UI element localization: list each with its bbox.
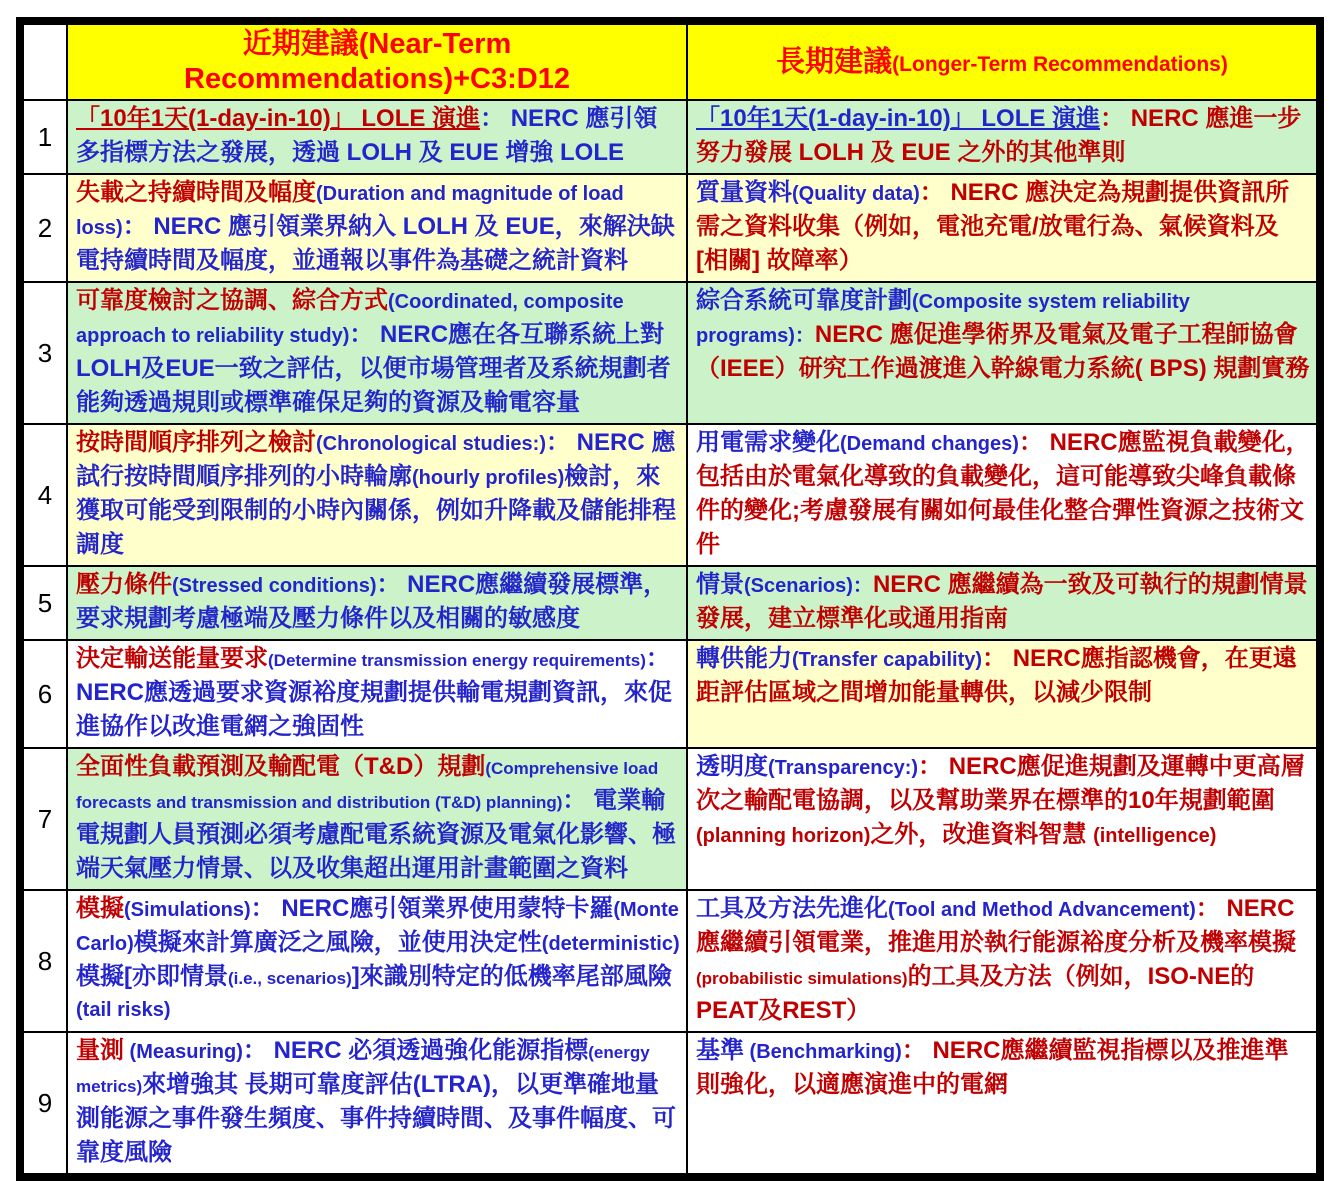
row-number: 4	[23, 424, 67, 566]
text-run: (Stressed conditions)	[172, 575, 377, 597]
text-run: (Duration and magnitude of load loss)	[76, 183, 624, 239]
text-run: (Chronological studies:)	[316, 433, 546, 455]
text-run: 失載之持續時間及幅度	[76, 179, 316, 206]
table-row	[23, 282, 1317, 424]
text-run: (deterministic)	[541, 933, 680, 955]
text-run: (tail risks)	[76, 999, 171, 1021]
text-run: ： NERC應繼續監視指標以及推進準則強化，以適應演進中的電網	[696, 1037, 1289, 1098]
longer-term-cell	[687, 890, 1317, 1032]
near-term-cell	[67, 424, 687, 566]
table-row	[23, 890, 1317, 1032]
text-run: (energy metrics)	[76, 1043, 650, 1096]
row-number: 6	[23, 640, 67, 748]
text-run: ： 電業輸電規劃人員預測必須考慮配電系統資源及電氣化影響、極端天氣壓力情景、以及收集超出運用計畫範圍之資料	[76, 787, 676, 882]
text-run: ： NERC 應決定為規劃提供資訊所需之資料收集（例如，電池充電/放電行為、氣候資料及 [相關] 故障率）	[696, 179, 1290, 274]
text-run: NERC 應繼續為一致及可執行的規劃情景發展，建立標準化或通用指南	[696, 571, 1308, 632]
text-run: 檢討，來獲取可能受到限制的小時內關係，例如升降載及儲能排程調度	[76, 463, 676, 558]
text-run: (Scenarios)：	[744, 575, 873, 597]
text-run: 模擬	[76, 895, 124, 922]
near-term-cell	[67, 1032, 687, 1174]
text-run: (Composite system reliability programs)：	[696, 291, 1190, 347]
text-run: 工具及方法先進化	[696, 895, 888, 922]
longer-term-cell	[687, 282, 1317, 424]
table-row	[23, 748, 1317, 890]
text-run: (Transparency:)	[768, 757, 919, 779]
text-run: ： NERC應在各互聯系統上對 LOLH及EUE一致之評估，以便市場管理者及系統規劃者能夠透過規則或標準確保足夠的資源及輸電容量	[76, 321, 671, 416]
table-row	[23, 174, 1317, 282]
row-number: 8	[23, 890, 67, 1032]
text-run: 決定輸送能量要求	[76, 645, 268, 672]
near-term-cell	[67, 100, 687, 174]
row-number: 9	[23, 1032, 67, 1174]
text-run: ： NERC應促進規劃及運轉中更高層次之輸配電協調，以及幫助業界在標準的10年規劃範圍	[696, 753, 1305, 814]
near-term-cell	[67, 890, 687, 1032]
text-run: 量測	[76, 1037, 124, 1064]
text-run: (hourly profiles)	[412, 467, 565, 489]
text-run: (Monte Carlo)	[76, 899, 679, 955]
near-term-header-line1: 近期建議(Near-Term	[242, 28, 512, 60]
text-run: (Measuring)	[124, 1041, 243, 1063]
near-term-cell	[67, 640, 687, 748]
text-run: (probabilistic simulations)	[696, 969, 908, 988]
text-run: (Quality data)	[792, 183, 920, 205]
text-run: ： NERC 應試行按時間順序排列的小時輪廓	[76, 429, 676, 490]
longer-term-cell	[687, 640, 1317, 748]
text-run: (Comprehensive load forecasts and transmission and distribution (T&D) planning)	[76, 759, 659, 812]
text-run: 壓力條件	[76, 571, 172, 598]
text-run: 可靠度檢討之協調、綜合方式	[76, 287, 388, 314]
text-run: 之外，改進資料智慧	[870, 821, 1094, 848]
longer-term-cell	[687, 174, 1317, 282]
text-run: ： NERC應指認機會，在更遠距評估區域之間增加能量轉供，以減少限制	[696, 645, 1297, 706]
text-run: ： NERC 應引領業界納入 LOLH 及 EUE，來解決缺電持續時間及幅度，並通報以事件為基礎之統計資料	[76, 213, 675, 274]
row-number: 1	[23, 100, 67, 174]
text-run: 按時間順序排列之檢討	[76, 429, 316, 456]
text-run: 情景	[696, 571, 744, 598]
longer-term-header-en: (Longer-Term Recommendations)	[892, 52, 1228, 76]
text-run: (Simulations)	[124, 899, 251, 921]
text-run: (Coordinated, composite approach to reliability study)	[76, 291, 624, 347]
text-run: ： NERC應繼續引領電業，推進用於執行能源裕度分析及機率模擬	[696, 895, 1296, 956]
text-run: (Transfer capability)	[792, 649, 983, 671]
text-run: (i.e., scenarios)	[228, 969, 352, 988]
text-run: (planning horizon)	[696, 825, 871, 847]
text-run: ： NERC應繼續發展標準，要求規劃考慮極端及壓力條件以及相關的敏感度	[76, 571, 668, 632]
text-run: (Tool and Method Advancement)	[888, 899, 1196, 921]
text-run: 質量資料	[696, 179, 792, 206]
table-row	[23, 640, 1317, 748]
row-number: 3	[23, 282, 67, 424]
table-row	[23, 566, 1317, 640]
table-row	[23, 100, 1317, 174]
text-run: (Demand changes)	[840, 433, 1019, 455]
text-run: ： NERC 必須透過強化能源指標	[242, 1037, 589, 1064]
recommendations-table	[16, 17, 1324, 1181]
text-run: 的工具及方法（例如，ISO-NE的PEAT及REST）	[696, 963, 1255, 1024]
longer-term-cell	[687, 1032, 1317, 1174]
text-run: ： NERC應監視負載變化，包括由於電氣化導致的負載變化，這可能導致尖峰負載條件的變化;考慮發展有關如何最佳化整合彈性資源之技術文件	[696, 429, 1310, 558]
text-run: ]來識別特定的低機率尾部風險	[351, 963, 672, 990]
text-run: 模擬來計算廣泛之風險，並使用決定性	[133, 929, 542, 956]
near-term-cell	[67, 748, 687, 890]
text-run: 模擬[亦即情景	[76, 963, 228, 990]
text-run: 「10年1天(1-day-in-10)」 LOLE 演進	[76, 105, 481, 132]
longer-term-header-zh: 長期建議	[776, 45, 893, 78]
near-term-header-line2: Recommendations)+C3:D12	[184, 63, 570, 95]
text-run: 透明度	[696, 753, 768, 780]
text-run: 用電需求變化	[696, 429, 840, 456]
text-run: 綜合系統可靠度計劃	[696, 287, 912, 314]
near-term-cell	[67, 282, 687, 424]
text-run: 基準	[696, 1037, 744, 1064]
table-row	[23, 424, 1317, 566]
text-run: (Benchmarking)	[744, 1041, 902, 1063]
text-run: 全面性負載預測及輸配電（T&D）規劃	[76, 753, 486, 780]
text-run: 轉供能力	[696, 645, 792, 672]
longer-term-cell	[687, 100, 1317, 174]
near-term-cell	[67, 566, 687, 640]
row-number: 5	[23, 566, 67, 640]
near-term-cell	[67, 174, 687, 282]
text-run: 來增強其 長期可靠度評估(LTRA)，以更準確地量測能源之事件發生頻度、事件持續時間、及事件幅度、可靠度風險	[76, 1071, 676, 1166]
corner-cell	[23, 24, 67, 100]
text-run: (intelligence)	[1093, 825, 1217, 847]
longer-term-cell	[687, 566, 1317, 640]
text-run: ： NERC 應進一步努力發展 LOLH 及 EUE 之外的其他準則	[696, 105, 1302, 166]
text-run: NERC 應促進學術界及電氣及電子工程師協會（IEEE）研究工作過渡進入幹線電力系統( BPS) 規劃實務	[696, 321, 1310, 382]
longer-term-header	[687, 24, 1317, 100]
table-row	[23, 1032, 1317, 1174]
text-run: ： NERC應透過要求資源裕度規劃提供輸電規劃資訊，來促進協作以改進電網之強固性	[76, 645, 673, 740]
text-run: ： NERC 應引領多指標方法之發展，透過 LOLH 及 EUE 增強 LOLE	[76, 105, 658, 166]
nerc-recommendations-table	[22, 23, 1318, 1175]
near-term-header	[67, 24, 687, 100]
text-run: (Determine transmission energy requirements)	[268, 651, 646, 670]
header-row	[23, 24, 1317, 100]
longer-term-cell	[687, 748, 1317, 890]
row-number: 7	[23, 748, 67, 890]
row-number: 2	[23, 174, 67, 282]
text-run: 「10年1天(1-day-in-10)」 LOLE 演進	[696, 105, 1101, 132]
longer-term-cell	[687, 424, 1317, 566]
text-run: ： NERC應引領業界使用蒙特卡羅	[250, 895, 614, 922]
